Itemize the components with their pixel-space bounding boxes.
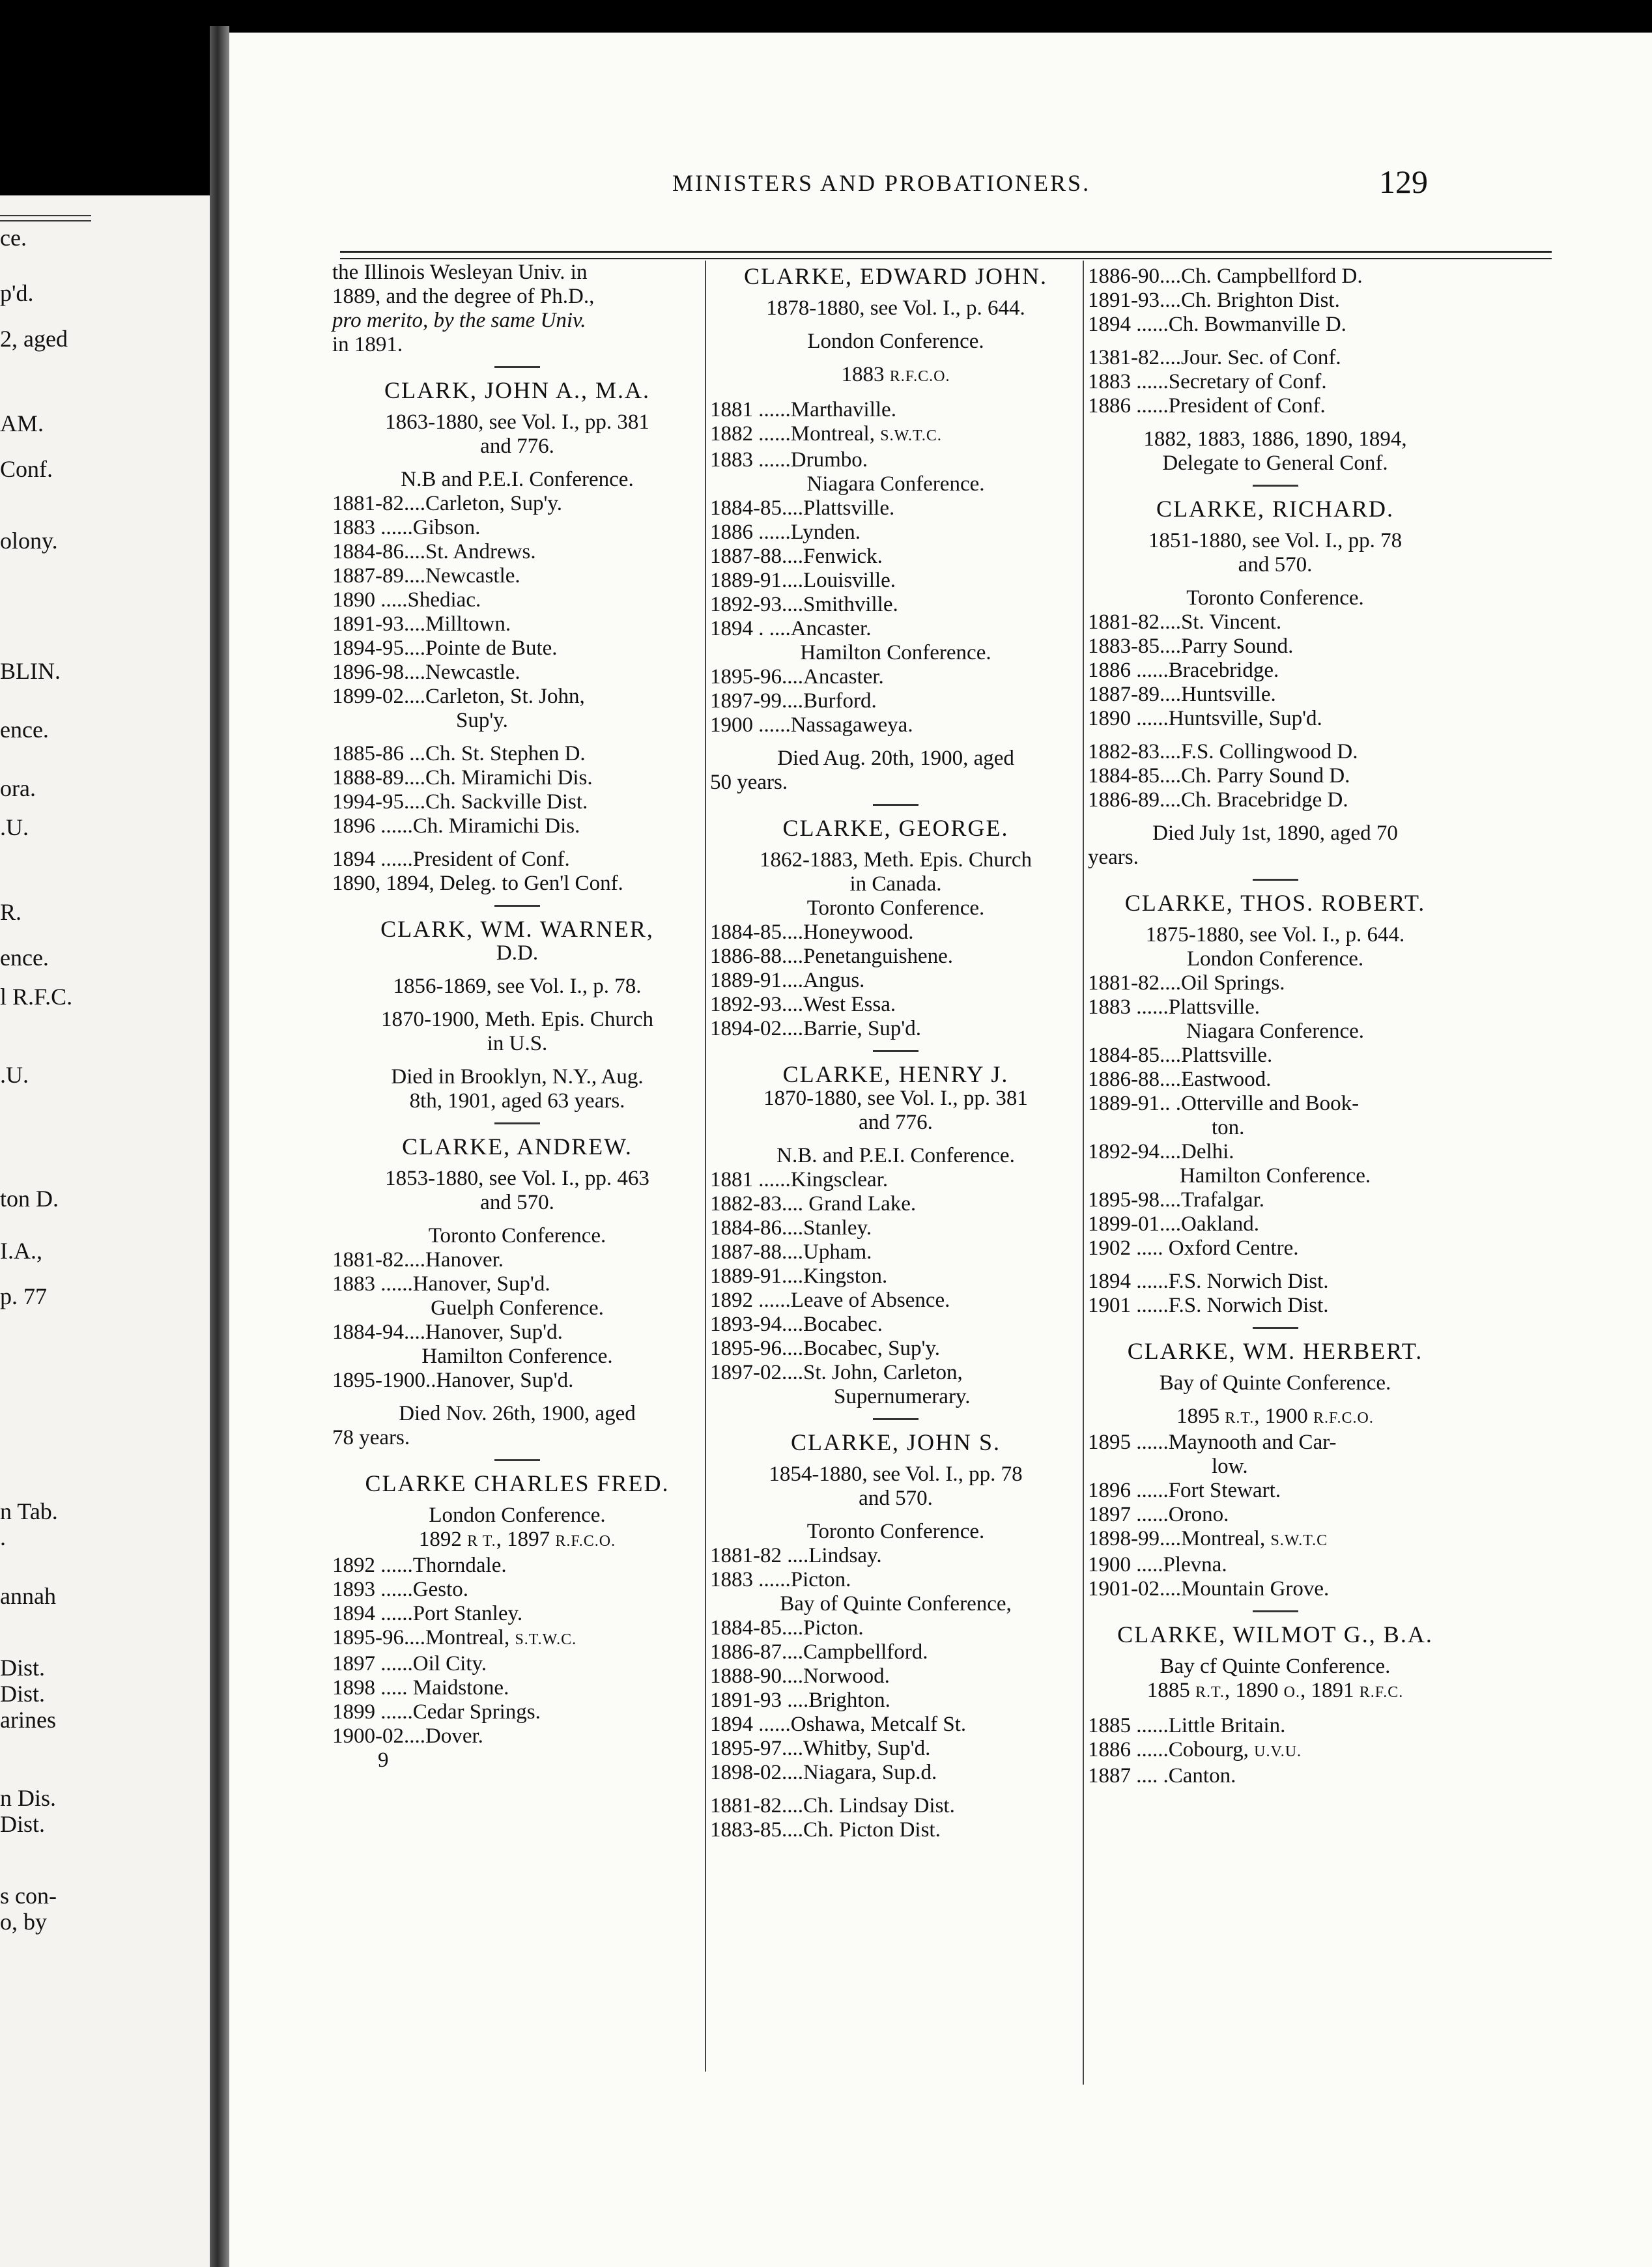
record-line: 1886-89....Ch. Bracebridge D.	[1088, 788, 1348, 812]
record-line: 1894-02....Barrie, Sup'd.	[710, 1017, 921, 1040]
record-line: 1889-91....Kingston.	[710, 1264, 888, 1288]
record-line: 1897 ......Oil City.	[332, 1652, 487, 1675]
text-line: in Canada.	[849, 872, 942, 896]
conference-heading: N.B and P.E.I. Conference.	[401, 468, 634, 491]
entry-name: CLARKE, EDWARD JOHN.	[744, 263, 1047, 289]
record-line: 1886 ......President of Conf.	[1088, 394, 1326, 418]
record-line: 1886-88....Eastwood.	[1088, 1068, 1272, 1091]
record-line: 1890, 1894, Deleg. to Gen'l Conf.	[332, 872, 623, 895]
record-line: 1887 .... .Canton.	[1088, 1764, 1236, 1788]
record-line: 1895-1900..Hanover, Sup'd.	[332, 1369, 574, 1392]
entry-name: CLARKE, THOS. ROBERT.	[1124, 890, 1426, 916]
text-line: 1856-1869, see Vol. I., p. 78.	[393, 975, 642, 998]
record-line: 1887-89....Newcastle.	[332, 564, 520, 588]
left-page-text: AM.	[0, 410, 44, 436]
left-page-text: .U.	[0, 814, 29, 840]
record-line: 1881-82....St. Vincent.	[1088, 610, 1282, 634]
text-line: in U.S.	[487, 1032, 548, 1055]
text-line: the Illinois Wesleyan Univ. in	[332, 261, 588, 284]
record-line: 1900 .....Plevna.	[1088, 1553, 1227, 1576]
record-line: 1895-97....Whitby, Sup'd.	[710, 1737, 931, 1760]
left-page-text: annah	[0, 1583, 56, 1609]
conference-heading: Niagara Conference.	[806, 472, 985, 496]
entry-name: CLARKE, GEORGE.	[782, 815, 1009, 841]
record-line: 1883-85....Ch. Picton Dist.	[710, 1818, 941, 1842]
record-line: 1884-85....Honeywood.	[710, 920, 914, 944]
record-line: 1895-96....Bocabec, Sup'y.	[710, 1337, 940, 1360]
entry-name: CLARKE, WM. HERBERT.	[1127, 1338, 1423, 1364]
conference-heading: Toronto Conference.	[806, 1520, 985, 1543]
record-line: 1886-87....Campbellford.	[710, 1640, 928, 1664]
text-line: 1875-1880, see Vol. I., p. 644.	[1145, 923, 1405, 947]
left-page-text: n Tab.	[0, 1498, 58, 1524]
left-page-text: olony.	[0, 528, 58, 554]
entry-name: CLARKE, HENRY J.	[782, 1061, 1009, 1087]
record-line: 1883 ......Picton.	[710, 1568, 851, 1591]
text-line: Died Aug. 20th, 1900, aged	[777, 747, 1014, 770]
record-line: 1896 ......Ch. Miramichi Dis.	[332, 814, 580, 838]
record-line: 1892 ......Leave of Absence.	[710, 1289, 950, 1312]
entry-divider	[873, 804, 919, 806]
text-line: Delegate to General Conf.	[1162, 451, 1388, 475]
conference-heading: Bay of Quinte Conference,	[780, 1592, 1012, 1616]
record-line: 1893 ......Gesto.	[332, 1578, 468, 1601]
conference-heading: Hamilton Conference.	[421, 1345, 613, 1368]
running-head: MINISTERS AND PROBATIONERS.	[672, 170, 1091, 196]
record-line: 1896-98....Newcastle.	[332, 661, 520, 684]
record-line: Supernumerary.	[834, 1385, 971, 1408]
record-line: 1884-86....Stanley.	[710, 1216, 872, 1240]
record-line: 1890 ......Huntsville, Sup'd.	[1088, 707, 1322, 730]
record-line: 1883 ......Plattsville.	[1088, 995, 1260, 1019]
text-line: Died Nov. 26th, 1900, aged	[399, 1402, 636, 1425]
conference-heading: Bay cf Quinte Conference.	[1160, 1655, 1391, 1678]
record-line: 1894 ......F.S. Norwich Dist.	[1088, 1270, 1329, 1293]
record-line: 1894 . ....Ancaster.	[710, 617, 872, 640]
text-line: and 570.	[480, 1191, 554, 1214]
record-line: 1883 ......Drumbo.	[710, 448, 868, 472]
record-line: 1891-93....Ch. Brighton Dist.	[1088, 289, 1340, 312]
column-divider-2	[1083, 261, 1084, 2085]
left-page-fragment	[0, 195, 210, 2267]
entry-divider	[494, 1122, 540, 1124]
signature-mark: 9	[378, 1748, 389, 1772]
entry-name: CLARKE, JOHN S.	[790, 1429, 1001, 1455]
record-line: 1894 ......Port Stanley.	[332, 1602, 523, 1625]
text-line: and 570.	[1238, 553, 1313, 577]
left-page-text: ce.	[0, 225, 27, 251]
left-page-rule	[0, 215, 91, 221]
conference-heading: London Conference.	[807, 330, 984, 353]
record-line: 1893-94....Bocabec.	[710, 1313, 883, 1336]
record-line: 1883 ......Secretary of Conf.	[1088, 370, 1327, 393]
record-line: 1885-86 ...Ch. St. Stephen D.	[332, 742, 586, 765]
record-line: 1381-82....Jour. Sec. of Conf.	[1088, 346, 1341, 369]
left-page-text: .U.	[0, 1062, 29, 1088]
entry-name: CLARKE, ANDREW.	[402, 1134, 633, 1160]
record-line: 1882-83....F.S. Collingwood D.	[1088, 740, 1358, 763]
record-line: 1886-90....Ch. Campbellford D.	[1088, 264, 1363, 288]
record-line: 1901-02....Mountain Grove.	[1088, 1577, 1330, 1601]
record-line: 1886 ......Bracebridge.	[1088, 659, 1279, 682]
left-page-text: Dist.	[0, 1655, 46, 1681]
record-line: 1901 ......F.S. Norwich Dist.	[1088, 1294, 1329, 1317]
record-line: 1883 ......Hanover, Sup'd.	[332, 1272, 550, 1296]
record-line: 1884-86....St. Andrews.	[332, 540, 536, 563]
record-line: low.	[1212, 1455, 1248, 1478]
entry-divider	[494, 1459, 540, 1461]
text-line: 1882, 1883, 1886, 1890, 1894,	[1143, 427, 1407, 451]
left-page-text: ence.	[0, 945, 49, 971]
record-line: 1884-85....Ch. Parry Sound D.	[1088, 764, 1350, 788]
column-divider-1	[705, 261, 706, 2072]
text-line: Died in Brooklyn, N.Y., Aug.	[391, 1065, 644, 1089]
record-line: 1894 ......Ch. Bowmanville D.	[1088, 313, 1346, 336]
left-page-text: arines	[0, 1707, 56, 1733]
record-line: 1895-96....Ancaster.	[710, 665, 884, 689]
book-page	[229, 33, 1652, 2267]
conference-heading: Bay of Quinte Conference.	[1159, 1371, 1391, 1395]
entry-name-suffix: D.D.	[496, 941, 539, 965]
left-page-text: BLIN.	[0, 658, 61, 684]
left-page-text: Dist.	[0, 1681, 46, 1707]
conference-heading: London Conference.	[429, 1504, 606, 1527]
conference-heading: Hamilton Conference.	[1179, 1164, 1371, 1188]
record-line: 1884-85....Picton.	[710, 1616, 864, 1640]
text-line: 50 years.	[710, 771, 788, 794]
entry-divider	[1253, 485, 1298, 487]
text-line: pro merito, by the same Univ.	[332, 309, 586, 332]
text-line: in 1891.	[332, 333, 403, 356]
text-line: 1878-1880, see Vol. I., p. 644.	[766, 296, 1025, 320]
record-line: 1897-02....St. John, Carleton,	[710, 1361, 963, 1384]
left-page-text: o, by	[0, 1909, 47, 1935]
left-page-text: ence.	[0, 717, 49, 743]
record-line: 1994-95....Ch. Sackville Dist.	[332, 790, 588, 814]
entry-divider	[1253, 1610, 1298, 1612]
record-line: 1881-82 ....Lindsay.	[710, 1544, 882, 1567]
entry-name: CLARK, JOHN A., M.A.	[384, 377, 651, 403]
book-gutter	[210, 26, 229, 2267]
text-line: 1870-1880, see Vol. I., pp. 381	[763, 1087, 1028, 1110]
left-page-text: n Dis.	[0, 1785, 57, 1811]
record-line: 1895-98....Trafalgar.	[1088, 1188, 1264, 1212]
entry-name: CLARKE CHARLES FRED.	[365, 1470, 670, 1496]
text-line: years.	[1088, 846, 1139, 869]
text-line: and 776.	[859, 1111, 933, 1134]
entry-divider	[873, 1050, 919, 1052]
text-line: and 776.	[480, 435, 554, 458]
page-number: 129	[1379, 164, 1428, 200]
record-line: ton.	[1212, 1116, 1245, 1139]
record-line: 1889-91....Louisville.	[710, 569, 896, 592]
text-line: 78 years.	[332, 1426, 410, 1449]
record-line: 1884-94....Hanover, Sup'd.	[332, 1320, 563, 1344]
record-line: 1900 ......Nassagaweya.	[710, 713, 913, 737]
column-2	[710, 261, 1081, 1842]
text-line: 1863-1880, see Vol. I., pp. 381	[385, 410, 649, 434]
left-page-text: ton D.	[0, 1186, 59, 1212]
record-line: 1899 ......Cedar Springs.	[332, 1700, 541, 1724]
text-line: 1851-1880, see Vol. I., pp. 78	[1148, 529, 1403, 552]
record-line: 1887-89....Huntsville.	[1088, 683, 1276, 706]
record-line: 1881-82....Hanover.	[332, 1248, 504, 1272]
record-line: 1892-94....Delhi.	[1088, 1140, 1234, 1163]
column-1	[332, 261, 702, 1773]
record-line: 1891-93 ....Brighton.	[710, 1689, 890, 1712]
record-line: 1887-88....Upham.	[710, 1240, 872, 1264]
record-line: 1881-82....Oil Springs.	[1088, 971, 1285, 995]
record-line: 1881 ......Marthaville.	[710, 398, 896, 421]
record-line: 1884-85....Plattsville.	[710, 496, 895, 520]
conference-heading: Toronto Conference.	[806, 896, 985, 920]
left-page-text: Conf.	[0, 456, 53, 482]
conference-heading: London Conference.	[1186, 947, 1364, 971]
record-line: 1888-89....Ch. Miramichi Dis.	[332, 766, 593, 790]
record-line: 1886 ......Lynden.	[710, 520, 861, 544]
left-page-text: .	[0, 1524, 6, 1550]
record-line: 1899-02....Carleton, St. John,	[332, 685, 585, 708]
record-line: 1894 ......President of Conf.	[332, 848, 570, 871]
ordination-line: 1883 R.F.C.O.	[841, 363, 950, 386]
left-page-text: s con-	[0, 1883, 57, 1909]
record-line: 1891-93....Milltown.	[332, 612, 511, 636]
record-line: Sup'y.	[456, 709, 508, 732]
text-line: 8th, 1901, aged 63 years.	[409, 1089, 625, 1113]
record-line: 1886-88....Penetanguishene.	[710, 945, 954, 968]
entry-divider	[494, 905, 540, 907]
left-page-text: R.	[0, 899, 22, 925]
entry-name: CLARK, WM. WARNER,	[380, 916, 654, 942]
record-line: 1886 ......Cobourg, U.V.U.	[1088, 1738, 1302, 1761]
record-line: 1894 ......Oshawa, Metcalf St.	[710, 1713, 967, 1736]
left-page-text: Dist.	[0, 1811, 46, 1837]
ordination-line: 1895 R.T., 1900 R.F.C.O.	[1176, 1404, 1374, 1428]
record-line: 1882-83.... Grand Lake.	[710, 1192, 917, 1216]
record-line: 1898-99....Montreal, S.W.T.C	[1088, 1527, 1328, 1550]
text-line: 1854-1880, see Vol. I., pp. 78	[769, 1462, 1023, 1486]
conference-heading: Toronto Conference.	[428, 1224, 606, 1248]
record-line: 1883-85....Parry Sound.	[1088, 634, 1294, 658]
record-line: 1889-91.. .Otterville and Book-	[1088, 1092, 1360, 1115]
record-line: 1881-82....Carleton, Sup'y.	[332, 492, 563, 515]
record-line: 1883 ......Gibson.	[332, 516, 481, 539]
record-line: 1892-93....Smithville.	[710, 593, 898, 616]
ordination-line: 1892 R T., 1897 R.F.C.O.	[418, 1528, 616, 1551]
conference-heading: Hamilton Conference.	[800, 641, 991, 664]
text-line: 1889, and the degree of Ph.D.,	[332, 285, 595, 308]
left-page-text: p. 77	[0, 1283, 47, 1309]
header-rule	[340, 251, 1552, 259]
left-page-text: p'd.	[0, 280, 34, 306]
record-line: 1881 ......Kingsclear.	[710, 1168, 889, 1191]
left-page-text: l R.F.C.	[0, 984, 73, 1010]
left-page-text: ora.	[0, 775, 36, 801]
entry-divider	[1253, 879, 1298, 881]
record-line: 1898-02....Niagara, Sup.d.	[710, 1761, 937, 1784]
record-line: 1892-93....West Essa.	[710, 993, 896, 1016]
ordination-line: 1885 R.T., 1890 O., 1891 R.F.C.	[1146, 1679, 1404, 1702]
record-line: 1882 ......Montreal, S.W.T.C.	[710, 422, 942, 446]
entry-divider	[1253, 1327, 1298, 1329]
record-line: 1892 ......Thorndale.	[332, 1554, 507, 1577]
record-line: 1885 ......Little Britain.	[1088, 1714, 1286, 1737]
text-line: 1853-1880, see Vol. I., pp. 463	[385, 1167, 649, 1190]
record-line: 1900-02....Dover.	[332, 1724, 483, 1748]
record-line: 1896 ......Fort Stewart.	[1088, 1479, 1281, 1502]
record-line: 1899-01....Oakland.	[1088, 1212, 1260, 1236]
record-line: 1890 .....Shediac.	[332, 588, 481, 612]
record-line: 1895 ......Maynooth and Car-	[1088, 1431, 1337, 1454]
text-line: Died July 1st, 1890, aged 70	[1152, 821, 1398, 845]
record-line: 1897-99....Burford.	[710, 689, 877, 713]
record-line: 1888-90....Norwood.	[710, 1664, 890, 1688]
record-line: 1894-95....Pointe de Bute.	[332, 636, 558, 660]
record-line: 1895-96....Montreal, S.T.W.C.	[332, 1626, 577, 1649]
left-page-text: I.A.,	[0, 1238, 42, 1264]
record-line: 1898 ..... Maidstone.	[332, 1676, 509, 1700]
conference-heading: Niagara Conference.	[1186, 1019, 1364, 1043]
record-line: 1887-88....Fenwick.	[710, 545, 883, 568]
record-line: 1884-85....Plattsville.	[1088, 1044, 1273, 1067]
text-line: 1862-1883, Meth. Epis. Church	[760, 848, 1032, 872]
column-3	[1088, 261, 1462, 1788]
record-line: 1889-91....Angus.	[710, 969, 865, 992]
entry-name: CLARKE, WILMOT G., B.A.	[1117, 1621, 1433, 1647]
conference-heading: N.B. and P.E.I. Conference.	[776, 1144, 1015, 1167]
record-line: 1897 ......Orono.	[1088, 1503, 1229, 1526]
entry-divider	[873, 1418, 919, 1420]
text-line: 1870-1900, Meth. Epis. Church	[381, 1008, 653, 1031]
conference-heading: Guelph Conference.	[431, 1296, 604, 1320]
left-page-text: 2, aged	[0, 326, 68, 352]
text-line: and 570.	[859, 1487, 933, 1510]
conference-heading: Toronto Conference.	[1186, 586, 1364, 610]
entry-divider	[494, 366, 540, 368]
record-line: 1881-82....Ch. Lindsay Dist.	[710, 1794, 955, 1818]
entry-name: CLARKE, RICHARD.	[1156, 496, 1395, 522]
record-line: 1902 ..... Oxford Centre.	[1088, 1236, 1299, 1260]
